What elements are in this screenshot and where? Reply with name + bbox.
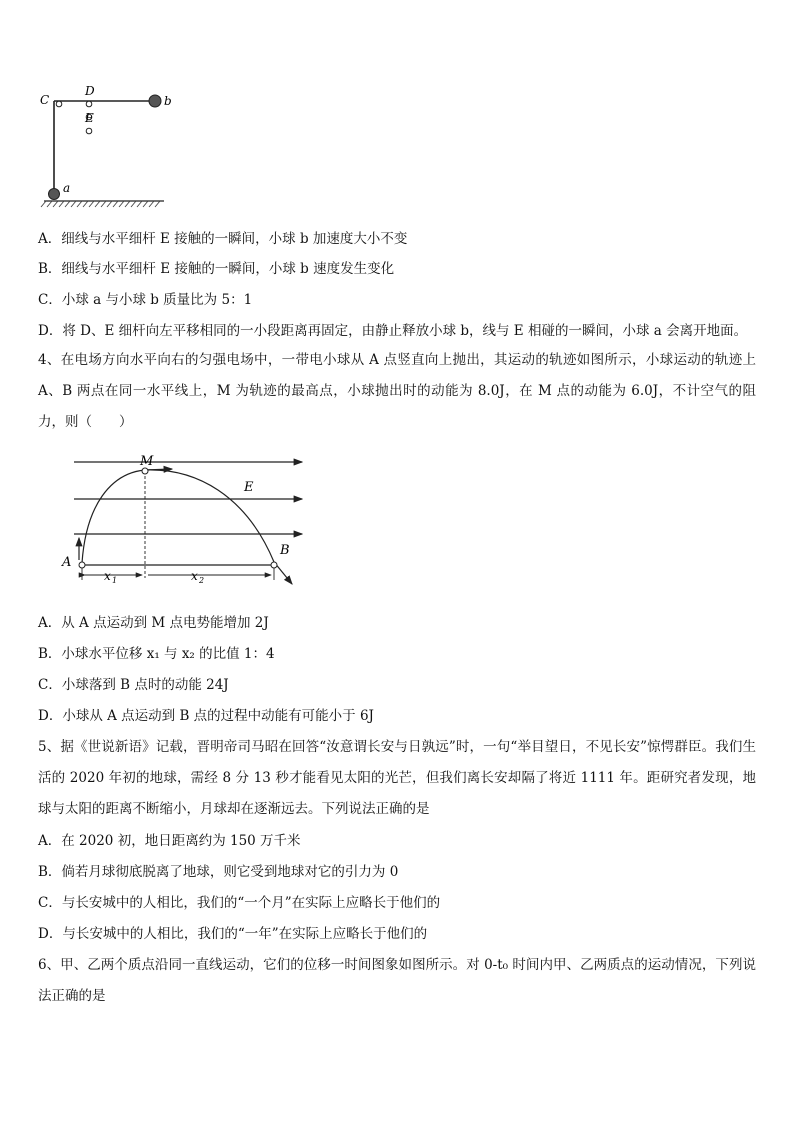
label-x2: x bbox=[191, 569, 198, 583]
q3-option-a: A．细线与水平细杆 E 接触的一瞬间，小球 b 加速度大小不变 bbox=[38, 231, 408, 247]
peg-c bbox=[56, 101, 62, 107]
q4-option-b: B．小球水平位移 x₁ 与 x₂ 的比值 1：4 bbox=[38, 646, 275, 662]
label-m: M bbox=[140, 454, 154, 469]
figure-rod-balls bbox=[36, 84, 186, 210]
label-c: C bbox=[40, 93, 50, 107]
label-e-field: E bbox=[244, 480, 254, 495]
q5-option-c: C．与长安城中的人相比，我们的“一个月”在实际上应略长于他们的 bbox=[38, 895, 441, 911]
figure-electric-field-trajectory bbox=[56, 450, 312, 590]
q4-option-a: A．从 A 点运动到 M 点电势能增加 2J bbox=[38, 615, 269, 631]
label-x2-sub: 2 bbox=[199, 576, 205, 585]
q3-option-c: C．小球 a 与小球 b 质量比为 5：1 bbox=[38, 292, 253, 308]
label-b-point: B bbox=[280, 543, 290, 558]
q5-option-b: B．倘若月球彻底脱离了地球，则它受到地球对它的引力为 0 bbox=[38, 864, 399, 880]
ball-a bbox=[49, 189, 60, 200]
label-x1: x bbox=[104, 569, 111, 583]
q6-stem: 6、甲、乙两个质点沿同一直线运动，它们的位移一时间图象如图所示。对 0-t₀ 时间内甲、乙两质点的运动情况，下列说法正确的是 bbox=[38, 957, 756, 1004]
q4-stem: 4、在电场方向水平向右的匀强电场中，一带电小球从 A 点竖直向上抛出，其运动的轨迹如图所示，小球运动的轨迹上 A、B 两点在同一水平线上，M 为轨迹的最高点，小球抛出时的动能为 8.0J，在 M 点的动能为 6.0J，不计空气的阻力，则（ ） bbox=[38, 352, 756, 430]
q4-option-c: C．小球落到 B 点时的动能 24J bbox=[38, 677, 229, 693]
ball-b bbox=[149, 95, 161, 107]
label-b: b bbox=[164, 94, 172, 108]
label-d: D bbox=[85, 84, 95, 98]
q5-option-a: A．在 2020 初，地日距离约为 150 万千米 bbox=[38, 833, 301, 849]
label-a-point: A bbox=[62, 555, 72, 570]
peg-d bbox=[86, 101, 92, 107]
q3-option-d: D．将 D、E 细杆向左平移相同的一小段距离再固定，由静止释放小球 b，线与 E 相碰的一瞬间，小球 a 会离开地面。 bbox=[38, 323, 748, 339]
label-e: E bbox=[85, 111, 94, 125]
q5-stem: 5、据《世说新语》记载，晋明帝司马昭在回答“汝意谓长安与日孰远”时，一句“举目望日，不见长安”惊愕群臣。我们生活的 2020 年初的地球，需经 8 分 13 秒才能看见太阳的光芒，但我们离长安却隔了将近 1111 年。距研究者发现，地球与太阳的距离不断缩小，月球却在逐渐远去。下列说法正确的是 bbox=[38, 739, 756, 817]
q4-option-d: D．小球从 A 点运动到 B 点的过程中动能有可能小于 6J bbox=[38, 708, 374, 724]
q3-option-b: B．细线与水平细杆 E 接触的一瞬间，小球 b 速度发生变化 bbox=[38, 261, 395, 277]
label-x1-sub: 1 bbox=[112, 576, 118, 585]
q5-option-d: D．与长安城中的人相比，我们的“一年”在实际上应略长于他们的 bbox=[38, 926, 428, 942]
label-a: a bbox=[63, 181, 71, 195]
